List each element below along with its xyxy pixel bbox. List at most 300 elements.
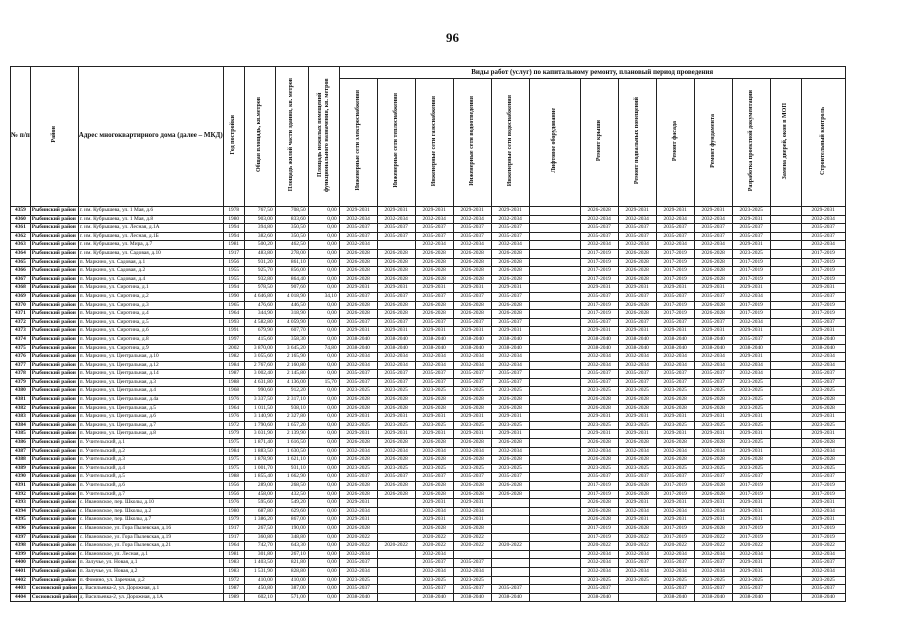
row-work-period: 2032-2034 — [656, 550, 694, 559]
table-row — [11, 344, 846, 353]
row-work-period: 2017-2019 — [580, 275, 618, 284]
row-work-period: 2017-2019 — [580, 482, 618, 491]
row-work-period: 2023-2025 — [732, 396, 770, 405]
row-work-period: 2032-2034 — [491, 241, 529, 250]
row-work-period: 2038-2040 — [732, 344, 770, 353]
row-work-period — [529, 430, 580, 439]
table-row — [11, 524, 846, 533]
row-nonliving-area: 0,00 — [308, 215, 339, 224]
row-work-period: 2032-2034 — [415, 241, 453, 250]
row-number: 4375 — [11, 344, 31, 353]
row-address: с. Ивановское, ул. Лесная, д.1 — [78, 550, 223, 559]
row-number: 4373 — [11, 327, 31, 336]
row-work-period: 2029-2031 — [580, 327, 618, 336]
row-nonliving-area: 0,00 — [308, 267, 339, 276]
row-address: п. Маркино, ул. Сиротина, д.2 — [78, 292, 223, 301]
row-work-period: 2032-2034 — [694, 567, 732, 576]
row-living-area: 907,60 — [275, 284, 308, 293]
row-work-period: 2029-2031 — [580, 413, 618, 422]
row-work-period: 2029-2031 — [415, 430, 453, 439]
row-work-period: 2035-2037 — [491, 318, 529, 327]
row-address: с. Ивановское, пер. Школы, д.10 — [78, 499, 223, 508]
row-total-area: 742,70 — [244, 542, 275, 551]
row-living-area: 2 317,10 — [275, 396, 308, 405]
row-work-period: 2026-2028 — [453, 524, 491, 533]
row-number: 4402 — [11, 576, 31, 585]
row-work-period: 2032-2034 — [580, 447, 618, 456]
row-year: 1964 — [223, 542, 244, 551]
row-work-period: 2017-2019 — [801, 249, 845, 258]
row-work-period: 2035-2037 — [491, 473, 529, 482]
row-living-area: 912,20 — [275, 387, 308, 396]
row-address: п. Маркино, ул. Центральная, д.12 — [78, 361, 223, 370]
row-nonliving-area: 0,00 — [308, 499, 339, 508]
row-work-period: 2032-2034 — [801, 550, 845, 559]
row-work-period: 2023-2025 — [415, 464, 453, 473]
row-work-period: 2032-2034 — [656, 447, 694, 456]
row-work-period: 2038-2040 — [453, 344, 491, 353]
row-work-period: 2026-2028 — [801, 439, 845, 448]
row-district: Рыбинский район — [30, 224, 78, 233]
row-nonliving-area: 0,00 — [308, 284, 339, 293]
row-nonliving-area: 0,00 — [308, 542, 339, 551]
row-work-period: 2026-2028 — [453, 404, 491, 413]
row-work-period: 2035-2037 — [618, 559, 656, 568]
row-work-period: 2017-2019 — [732, 482, 770, 491]
row-living-area: 267,10 — [275, 550, 308, 559]
table-row — [11, 387, 846, 396]
row-work-period — [770, 593, 801, 602]
row-work-period: 2026-2028 — [453, 275, 491, 284]
row-living-area: 1 662,90 — [275, 473, 308, 482]
row-district: Сосновский район — [30, 585, 78, 594]
row-work-period: 2032-2034 — [656, 567, 694, 576]
row-address: п. Маркино, ул. Садовая, д.2 — [78, 267, 223, 276]
row-work-period: 2020-2022 — [415, 533, 453, 542]
row-living-area: 861,10 — [275, 258, 308, 267]
row-work-period: 2032-2034 — [377, 215, 415, 224]
row-work-period: 2029-2031 — [415, 327, 453, 336]
row-living-area: 571,00 — [275, 593, 308, 602]
row-work-period: 2026-2028 — [491, 275, 529, 284]
row-work-period: 2029-2031 — [618, 499, 656, 508]
row-work-period: 2026-2028 — [415, 396, 453, 405]
row-living-area: 278,00 — [275, 249, 308, 258]
table-row — [11, 207, 846, 216]
row-work-period: 2032-2034 — [415, 361, 453, 370]
row-work-period: 2032-2034 — [732, 550, 770, 559]
row-work-period: 2038-2040 — [415, 344, 453, 353]
row-work-period: 2026-2028 — [801, 404, 845, 413]
row-work-period — [529, 516, 580, 525]
row-address: г. им. Кубрышева, ул. Садовая, д.10 — [78, 249, 223, 258]
row-work-period: 2023-2025 — [453, 576, 491, 585]
row-work-period: 2032-2034 — [618, 447, 656, 456]
row-work-period — [529, 490, 580, 499]
row-address: п. Маркино, ул. Центральная, д.4 — [78, 387, 223, 396]
row-work-period — [529, 413, 580, 422]
table-row — [11, 258, 846, 267]
row-work-period: 2017-2019 — [580, 258, 618, 267]
row-work-period: 2026-2028 — [453, 396, 491, 405]
row-number: 4404 — [11, 593, 31, 602]
row-work-period: 2035-2037 — [339, 224, 377, 233]
row-year: 1980 — [223, 215, 244, 224]
row-address: п. Маркино, ул. Сиротина, д.9 — [78, 344, 223, 353]
row-work-period — [770, 482, 801, 491]
row-address: п. Маркино, ул. Сиротина, д.4 — [78, 310, 223, 319]
row-total-area: 3 140,90 — [244, 413, 275, 422]
row-total-area: 932,80 — [244, 275, 275, 284]
row-work-period: 2029-2031 — [339, 327, 377, 336]
row-work-period: 2023-2025 — [339, 576, 377, 585]
row-year: 1981 — [223, 550, 244, 559]
row-address: п. Маркино, ул. Садовая, д.1 — [78, 258, 223, 267]
row-work-period: 2017-2019 — [656, 524, 694, 533]
row-work-period: 2026-2028 — [339, 249, 377, 258]
table-row — [11, 542, 846, 551]
row-work-period: 2026-2028 — [339, 275, 377, 284]
row-work-period: 2038-2040 — [618, 335, 656, 344]
row-work-period: 2035-2037 — [339, 232, 377, 241]
row-work-period: 2023-2025 — [656, 387, 694, 396]
row-work-period — [529, 215, 580, 224]
row-work-period: 2029-2031 — [377, 207, 415, 216]
row-nonliving-area: 0,00 — [308, 421, 339, 430]
row-work-period: 2023-2025 — [656, 421, 694, 430]
row-work-period — [529, 404, 580, 413]
row-total-area: 903,00 — [244, 215, 275, 224]
row-work-period — [529, 301, 580, 310]
row-year: 1917 — [223, 249, 244, 258]
row-nonliving-area: 0,00 — [308, 224, 339, 233]
row-work-period: 2026-2028 — [580, 456, 618, 465]
row-work-period: 2026-2028 — [453, 490, 491, 499]
row-district: Рыбинский район — [30, 439, 78, 448]
row-work-period: 2020-2022 — [694, 542, 732, 551]
row-work-period: 2026-2028 — [694, 310, 732, 319]
row-living-area: 1 616,50 — [275, 439, 308, 448]
row-year: 1976 — [223, 499, 244, 508]
row-work-period: 2026-2028 — [801, 456, 845, 465]
row-work-period: 2026-2028 — [415, 275, 453, 284]
row-work-period — [529, 542, 580, 551]
row-work-period: 2035-2037 — [732, 335, 770, 344]
table-row — [11, 585, 846, 594]
header-address: Адрес многоквартирного дома (далее – МКД) — [78, 67, 223, 207]
row-work-period: 2032-2034 — [656, 353, 694, 362]
row-work-period — [770, 421, 801, 430]
row-work-period: 2035-2037 — [694, 232, 732, 241]
row-living-area: 1 621,10 — [275, 456, 308, 465]
row-work-period: 2035-2037 — [377, 370, 415, 379]
row-work-period: 2029-2031 — [377, 430, 415, 439]
row-work-period: 2026-2028 — [415, 301, 453, 310]
row-address: п. Маркино, ул. Центральная, д.14 — [78, 370, 223, 379]
row-living-area: 629,60 — [275, 507, 308, 516]
row-work-period: 2029-2031 — [801, 413, 845, 422]
row-work-period: 2026-2028 — [415, 267, 453, 276]
row-work-period — [770, 387, 801, 396]
row-work-period: 2026-2028 — [415, 310, 453, 319]
row-nonliving-area: 0,00 — [308, 396, 339, 405]
row-address: п. Маркино, ул. Центральная, д.10 — [78, 353, 223, 362]
row-work-period: 2029-2031 — [491, 413, 529, 422]
row-work-period — [529, 499, 580, 508]
row-work-period: 2017-2019 — [656, 482, 694, 491]
row-address: п. Учительский, д.4 — [78, 464, 223, 473]
row-work-period: 2032-2034 — [801, 215, 845, 224]
row-year: 1991 — [223, 327, 244, 336]
row-district: Рыбинский район — [30, 430, 78, 439]
row-work-period: 2026-2028 — [694, 439, 732, 448]
row-work-period — [377, 593, 415, 602]
row-work-period: 2032-2034 — [732, 318, 770, 327]
row-work-period — [529, 275, 580, 284]
row-work-period — [529, 224, 580, 233]
row-nonliving-area: 0,00 — [308, 516, 339, 525]
row-district: Рыбинский район — [30, 353, 78, 362]
row-work-period: 2026-2028 — [339, 301, 377, 310]
row-total-area: 1 871,40 — [244, 439, 275, 448]
row-nonliving-area: 0,00 — [308, 507, 339, 516]
row-district: Рыбинский район — [30, 335, 78, 344]
row-work-period — [529, 353, 580, 362]
row-work-period: 2038-2040 — [656, 344, 694, 353]
row-district: Рыбинский район — [30, 447, 78, 456]
row-work-period: 2026-2028 — [453, 456, 491, 465]
row-work-period: 2032-2034 — [453, 241, 491, 250]
table-row — [11, 301, 846, 310]
row-work-period: 2020-2022 — [801, 542, 845, 551]
row-work-period: 2035-2037 — [377, 224, 415, 233]
row-work-period: 2029-2031 — [339, 516, 377, 525]
row-number: 4397 — [11, 533, 31, 542]
row-total-area: 301,80 — [244, 550, 275, 559]
row-work-period: 2023-2025 — [732, 421, 770, 430]
row-nonliving-area: 0,00 — [308, 473, 339, 482]
header-work-3: Инженерные сети водоотведения — [453, 79, 491, 207]
row-work-period — [491, 516, 529, 525]
row-work-period: 2026-2028 — [491, 249, 529, 258]
row-year: 1994 — [223, 284, 244, 293]
row-number: 4367 — [11, 275, 31, 284]
row-total-area: 476,60 — [244, 301, 275, 310]
row-work-period: 2035-2037 — [377, 232, 415, 241]
header-num: № п/п — [11, 67, 31, 207]
row-work-period: 2032-2034 — [694, 361, 732, 370]
row-address: п. Учительский, д.5 — [78, 473, 223, 482]
row-year: 1980 — [223, 507, 244, 516]
row-work-period: 2026-2028 — [656, 439, 694, 448]
table-row — [11, 507, 846, 516]
table-row — [11, 482, 846, 491]
row-work-period — [770, 215, 801, 224]
row-work-period: 2038-2040 — [656, 335, 694, 344]
row-work-period: 2026-2028 — [339, 482, 377, 491]
row-work-period: 2026-2028 — [580, 516, 618, 525]
row-work-period: 2032-2034 — [656, 215, 694, 224]
row-work-period: 2029-2031 — [377, 327, 415, 336]
row-address: п. Маркино, ул. Центральная, д.4а — [78, 396, 223, 405]
row-total-area: 4 582,80 — [244, 318, 275, 327]
row-work-period: 2032-2034 — [580, 353, 618, 362]
row-work-period: 2035-2037 — [491, 232, 529, 241]
row-work-period: 2035-2037 — [656, 370, 694, 379]
row-work-period: 2035-2037 — [415, 232, 453, 241]
row-work-period — [529, 593, 580, 602]
row-work-period — [770, 301, 801, 310]
row-total-area: 4 646,80 — [244, 292, 275, 301]
row-work-period: 2029-2031 — [339, 499, 377, 508]
row-nonliving-area: 15,70 — [308, 378, 339, 387]
row-work-period: 2023-2025 — [377, 421, 415, 430]
row-year: 1990 — [223, 292, 244, 301]
row-work-period: 2032-2034 — [656, 361, 694, 370]
row-nonliving-area: 0,00 — [308, 567, 339, 576]
row-work-period: 2029-2031 — [618, 516, 656, 525]
row-work-period: 2029-2031 — [656, 207, 694, 216]
row-work-period — [770, 499, 801, 508]
row-work-period: 2026-2028 — [491, 396, 529, 405]
row-work-period — [491, 507, 529, 516]
row-address: п. Маркино, ул. Сиротина, д.5 — [78, 318, 223, 327]
page-number: 96 — [446, 30, 459, 45]
table-row — [11, 413, 846, 422]
row-work-period — [770, 430, 801, 439]
row-district: Рыбинский район — [30, 370, 78, 379]
row-district: Рыбинский район — [30, 507, 78, 516]
row-nonliving-area: 0,00 — [308, 439, 339, 448]
row-work-period — [529, 464, 580, 473]
row-work-period: 2029-2031 — [732, 499, 770, 508]
row-work-period: 2029-2031 — [415, 413, 453, 422]
row-work-period: 2017-2019 — [656, 258, 694, 267]
row-work-period: 2035-2037 — [732, 585, 770, 594]
row-district: Рыбинский район — [30, 499, 78, 508]
row-work-period: 2035-2037 — [694, 224, 732, 233]
row-work-period: 2023-2025 — [618, 387, 656, 396]
row-work-period: 2029-2031 — [453, 327, 491, 336]
row-work-period — [529, 550, 580, 559]
row-work-period: 2038-2040 — [339, 344, 377, 353]
row-work-period — [491, 499, 529, 508]
row-work-period: 2017-2019 — [732, 524, 770, 533]
row-work-period: 2038-2040 — [618, 344, 656, 353]
row-work-period: 2026-2028 — [453, 439, 491, 448]
row-living-area: 821,80 — [275, 559, 308, 568]
row-work-period: 2035-2037 — [453, 370, 491, 379]
row-work-period: 2017-2019 — [732, 258, 770, 267]
table-row — [11, 370, 846, 379]
row-work-period: 2035-2037 — [801, 292, 845, 301]
row-work-period: 2035-2037 — [656, 585, 694, 594]
row-address: п. Маркино, ул. Садовая, д.4 — [78, 275, 223, 284]
row-work-period: 2023-2025 — [801, 421, 845, 430]
row-living-area: 3 645,20 — [275, 344, 308, 353]
row-district: Рыбинский район — [30, 292, 78, 301]
row-living-area: 350,50 — [275, 224, 308, 233]
row-work-period: 2029-2031 — [694, 284, 732, 293]
row-work-period: 2023-2025 — [732, 464, 770, 473]
row-work-period: 2032-2034 — [415, 550, 453, 559]
row-work-period: 2026-2028 — [491, 310, 529, 319]
row-number: 4378 — [11, 370, 31, 379]
row-district: Рыбинский район — [30, 473, 78, 482]
row-work-period — [491, 524, 529, 533]
row-work-period: 2032-2034 — [618, 567, 656, 576]
row-work-period: 2032-2034 — [491, 447, 529, 456]
table-row — [11, 267, 846, 276]
row-work-period: 2032-2034 — [694, 550, 732, 559]
row-work-period — [491, 533, 529, 542]
row-nonliving-area: 0,00 — [308, 301, 339, 310]
row-work-period — [770, 464, 801, 473]
row-total-area: 3 337,50 — [244, 396, 275, 405]
row-work-period: 2038-2040 — [415, 593, 453, 602]
header-work-12: Строительный контроль — [801, 79, 845, 207]
row-total-area: 410,00 — [244, 576, 275, 585]
row-work-period: 2023-2025 — [694, 464, 732, 473]
row-work-period — [529, 524, 580, 533]
row-work-period — [377, 585, 415, 594]
row-work-period: 2023-2025 — [618, 421, 656, 430]
row-work-period: 2035-2037 — [415, 292, 453, 301]
row-work-period: 2026-2028 — [415, 490, 453, 499]
row-work-period: 2032-2034 — [491, 353, 529, 362]
row-work-period: 2023-2025 — [732, 249, 770, 258]
row-work-period — [770, 542, 801, 551]
row-year: 1964 — [223, 310, 244, 319]
row-work-period — [529, 292, 580, 301]
row-number: 4392 — [11, 490, 31, 499]
row-work-period — [770, 473, 801, 482]
row-total-area: 382,60 — [244, 232, 275, 241]
row-work-period: 2017-2019 — [732, 267, 770, 276]
row-number: 4388 — [11, 456, 31, 465]
row-nonliving-area: 74,80 — [308, 344, 339, 353]
row-work-period: 2029-2031 — [694, 499, 732, 508]
row-work-period: 2017-2019 — [580, 490, 618, 499]
row-living-area: 2 165,90 — [275, 353, 308, 362]
row-work-period: 2026-2028 — [453, 310, 491, 319]
row-nonliving-area: 0,00 — [308, 387, 339, 396]
row-work-period: 2023-2025 — [580, 387, 618, 396]
row-work-period: 2032-2034 — [580, 550, 618, 559]
row-living-area: 828,80 — [275, 567, 308, 576]
row-district: Рыбинский район — [30, 559, 78, 568]
row-work-period: 2029-2031 — [491, 284, 529, 293]
row-district: Рыбинский район — [30, 464, 78, 473]
row-nonliving-area: 0,00 — [308, 559, 339, 568]
row-work-period: 2029-2031 — [453, 430, 491, 439]
row-work-period: 2029-2031 — [377, 284, 415, 293]
row-work-period: 2026-2028 — [339, 490, 377, 499]
row-work-period: 2026-2028 — [339, 267, 377, 276]
row-address: п. Маркино, ул. Сиротина, д.6 — [78, 327, 223, 336]
row-work-period: 2029-2031 — [732, 327, 770, 336]
row-nonliving-area: 0,00 — [308, 413, 339, 422]
row-work-period: 2032-2034 — [580, 215, 618, 224]
table-row — [11, 275, 846, 284]
row-work-period: 2023-2025 — [656, 464, 694, 473]
row-work-period: 2035-2037 — [580, 224, 618, 233]
row-work-period: 2029-2031 — [580, 284, 618, 293]
row-work-period — [770, 327, 801, 336]
row-district: Рыбинский район — [30, 241, 78, 250]
row-year: 1956 — [223, 482, 244, 491]
header-living-area: Площадь жилой части здания, кв. метров — [275, 67, 308, 207]
